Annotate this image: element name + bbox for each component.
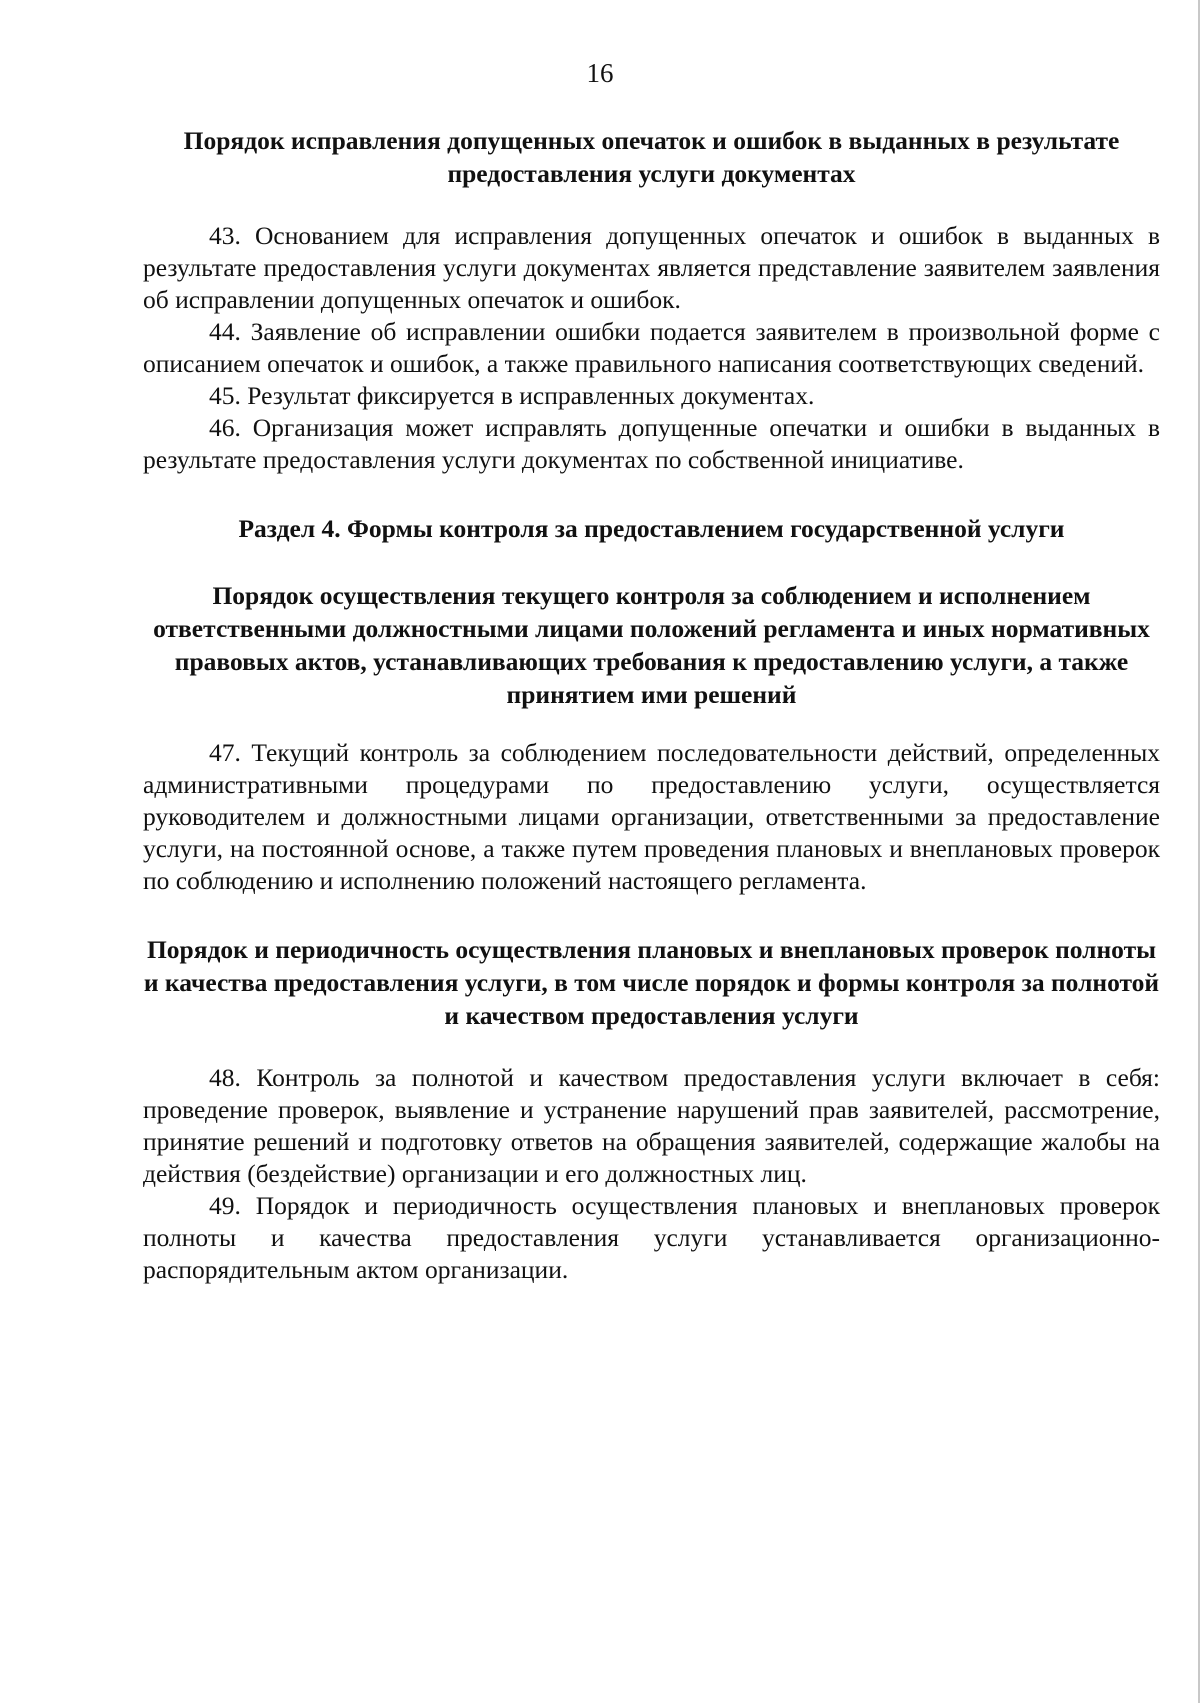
paragraph-47: 47. Текущий контроль за соблюдением последовательности действий, определенных административными процедурами по предоставлению услуги, осуществляется руководителем и должностными лицами организации, ответственными за предоставление услуги, на постоянной основе, а также путем проведения плановых и внеплановых проверок по соблюдению и исполнению положений настоящего регламента. [143,738,1160,895]
paragraph-44: 44. Заявление об исправлении ошибки подается заявителем в произвольной форме с описанием опечаток и ошибок, а также правильного написания соответствующих сведений. [143,317,1160,378]
heading-current-control: Порядок осуществления текущего контроля за соблюдением и исполнением ответственными должностными лицами положений регламента и иных нормативных правовых актов, устанавливающих требования к предоставлению услуги, а также принятием ими решений [153,581,1150,709]
page-number: 16 [586,58,614,88]
heading-error-correction: Порядок исправления допущенных опечаток и ошибок в выданных в результате предоставления услуги документах [183,126,1120,188]
heading-inspections: Порядок и периодичность осуществления плановых и внеплановых проверок полноты и качества предоставления услуги, в том числе порядок и формы контроля за полнотой и качеством предоставления услуги [143,935,1160,1030]
paragraph-45: 45. Результат фиксируется в исправленных документах. [209,381,815,410]
paragraph-46: 46. Организация может исправлять допущенные опечатки и ошибки в выданных в результате предоставления услуги документах по собственной инициативе. [143,413,1160,474]
paragraph-49: 49. Порядок и периодичность осуществления плановых и внеплановых проверок полноты и качества предоставления услуги устанавливается организационно-распорядительным актом организации. [143,1191,1160,1284]
document-body [143,124,1160,1286]
paragraph-48: 48. Контроль за полнотой и качеством предоставления услуги включает в себя: проведение проверок, выявление и устранение нарушений прав заявителей, рассмотрение, принятие решений и подготовку ответов на обращения заявителей, содержащие жалобы на действия (бездействие) организации и его должностных лиц. [143,1063,1160,1188]
paragraph-43: 43. Основанием для исправления допущенных опечаток и ошибок в выданных в результате предоставления услуги документах является представление заявителем заявления об исправлении допущенных опечаток и ошибок. [143,221,1160,314]
section-4-title: Раздел 4. Формы контроля за предоставлением государственной услуги [238,514,1065,543]
